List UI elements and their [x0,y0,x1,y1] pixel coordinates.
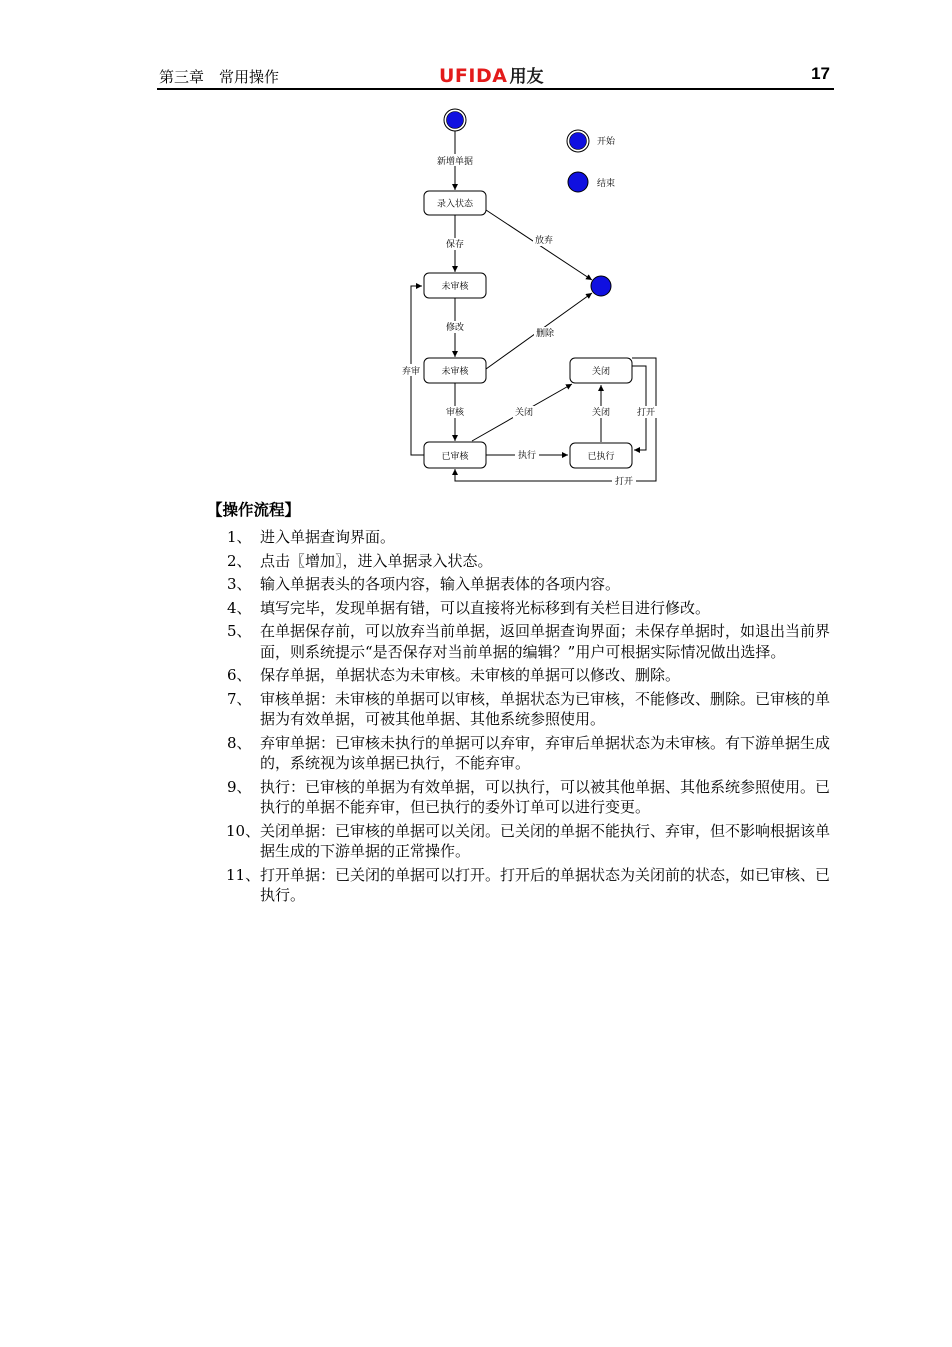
step-number: 5、 [227,622,252,640]
label-abandon: 放弃 [534,236,554,246]
step-number: 4、 [227,598,252,617]
step-item [227,665,834,686]
step-number: 2、 [227,551,252,570]
node-executed [570,443,632,468]
step-number: 11、 [226,865,261,884]
section-title: 【操作流程】 [207,500,301,519]
label-modify: 修改 [445,323,465,333]
svg-text:已审核: 已审核 [441,452,469,462]
step-text: 关闭单据：已审核的单据可以关闭。已关闭的单据不能执行、弃审，但不影响根据该单据生成的下游单据的正常操作。 [260,821,831,860]
step-item [227,865,834,906]
step-item [227,821,834,862]
step-item [227,527,834,548]
label-audit: 审核 [445,408,465,418]
step-text: 弃审单据：已审核未执行的单据可以弃审，弃审后单据状态为未审核。有下游单据生成的，系统视为该单据已执行，不能弃审。 [260,733,831,772]
step-item [227,733,834,774]
step-text: 在单据保存前，可以放弃当前单据，返回单据查询界面；未保存单据时，如退出当前界面，则系统提示“是否保存对当前单据的编辑？”用户可根据实际情况做出选择。 [260,622,831,661]
edges [411,131,656,481]
legend-end-label: 结束 [597,179,616,189]
step-number: 7、 [227,689,252,708]
label-execute: 执行 [517,451,537,461]
step-item [227,689,834,730]
node-closed [570,358,632,383]
step-text: 点击〖增加〗，进入单据录入状态。 [260,551,493,570]
step-number: 8、 [227,733,252,752]
step-item [227,777,834,818]
end-circle [591,276,611,296]
label-delete: 删除 [535,329,555,339]
node-enter-state [424,191,486,215]
page-number: 17 [811,64,830,83]
legend-end-marker [568,172,588,192]
operation-steps [227,527,834,909]
node-unaudited-1 [424,273,486,298]
start-circle [444,109,466,131]
step-item [227,598,834,619]
legend-start-label: 开始 [597,137,616,147]
svg-text:未审核: 未审核 [441,282,469,292]
legend [567,130,616,192]
label-new-doc: 新增单据 [436,157,474,167]
svg-text:录入状态: 录入状态 [436,199,474,210]
step-text: 保存单据，单据状态为未审核。未审核的单据可以修改、删除。 [260,666,681,684]
step-number: 6、 [227,666,252,684]
svg-text:已执行: 已执行 [587,452,615,462]
node-unaudited-2 [424,358,486,383]
step-item [227,574,834,595]
step-text: 输入单据表头的各项内容，输入单据表体的各项内容。 [260,575,621,593]
step-number: 10、 [226,821,261,840]
node-audited [424,442,486,468]
step-item [227,621,834,662]
step-item [227,551,834,572]
step-text: 进入单据查询界面。 [260,528,396,546]
label-open-right: 打开 [636,408,656,418]
step-number: 9、 [227,777,252,796]
svg-text:关闭: 关闭 [591,367,611,377]
state-diagram [0,0,952,500]
step-text: 审核单据：未审核的单据可以审核，单据状态为已审核，不能修改、删除。已审核的单据为有效单据，可被其他单据、其他系统参照使用。 [260,689,831,728]
label-save: 保存 [445,240,465,250]
logo-cn: 用友 [509,67,544,87]
step-number: 1、 [227,528,252,546]
label-close-from-audited: 关闭 [514,408,534,418]
label-abandon-audit: 弃审 [401,367,421,377]
step-number: 3、 [227,575,252,593]
label-close-from-executed: 关闭 [591,408,611,418]
step-text: 执行：已审核的单据为有效单据，可以执行，可以被其他单据、其他系统参照使用。已执行的单据不能弃审，但已执行的委外订单可以进行变更。 [260,777,831,816]
chapter-title: 第三章 常用操作 [159,68,280,86]
logo-brand: UFIDA [439,65,508,87]
svg-text:未审核: 未审核 [441,367,469,377]
step-text: 填写完毕，发现单据有错，可以直接将光标移到有关栏目进行修改。 [260,598,711,617]
step-text: 打开单据：已关闭的单据可以打开。打开后的单据状态为关闭前的状态，如已审核、已执行。 [260,865,831,904]
label-open-bottom: 打开 [614,477,634,487]
